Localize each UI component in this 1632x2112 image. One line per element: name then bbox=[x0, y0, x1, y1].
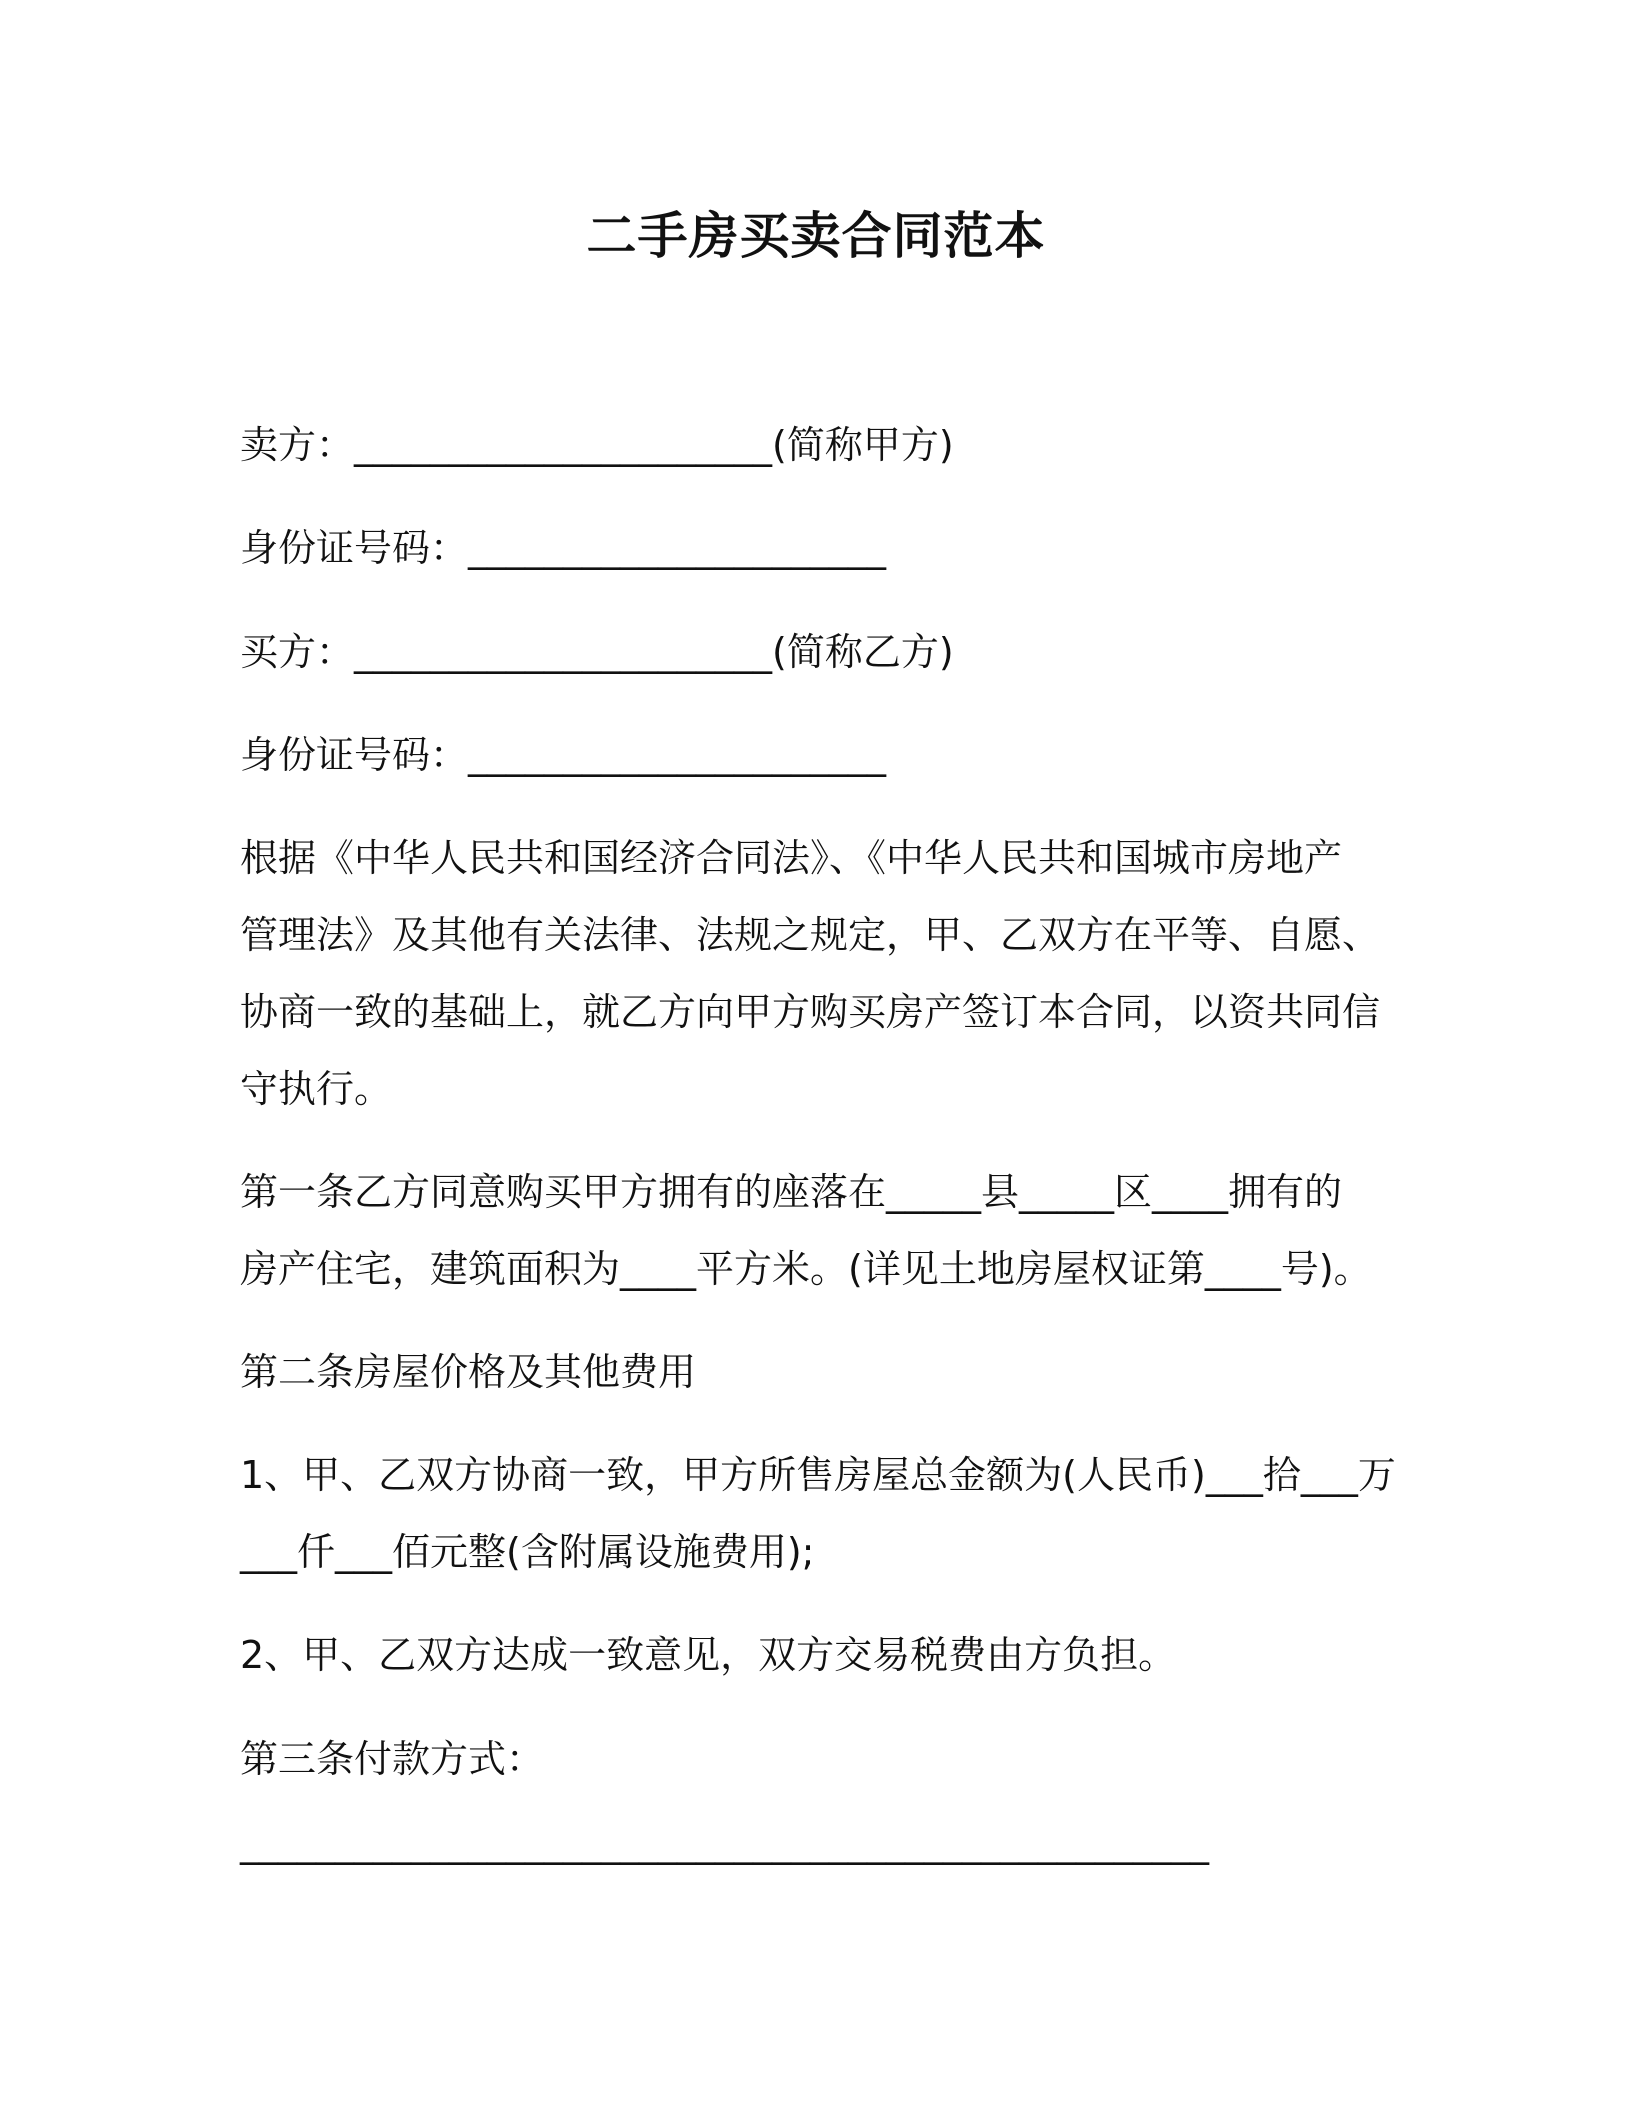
article2-item1-line: ___仟___佰元整(含附属设施费用); bbox=[240, 1530, 815, 1574]
buyer-id-line: 身份证号码：______________________ bbox=[240, 733, 887, 777]
preamble-line: 管理法》及其他有关法律、法规之规定，甲、乙双方在平等、自愿、 bbox=[240, 913, 1381, 957]
article1-line: 房产住宅，建筑面积为____平方米。(详见土地房屋权证第____号)。 bbox=[240, 1247, 1372, 1291]
preamble-line: 根据《中华人民共和国经济合同法》、《中华人民共和国城市房地产 bbox=[240, 836, 1343, 880]
article2-heading: 第二条房屋价格及其他费用 bbox=[240, 1350, 697, 1394]
preamble-line: 协商一致的基础上，就乙方向甲方购买房产签订本合同，以资共同信 bbox=[240, 990, 1381, 1034]
seller-id-line: 身份证号码：______________________ bbox=[240, 526, 887, 570]
article2-item2: 2、甲、乙双方达成一致意见，双方交易税费由方负担。 bbox=[240, 1633, 1177, 1677]
payment-blank-line: ___________________________________________________ bbox=[240, 1821, 1209, 1865]
preamble-line: 守执行。 bbox=[240, 1067, 393, 1111]
seller-line: 卖方：______________________(简称甲方) bbox=[240, 423, 954, 467]
article3-heading: 第三条付款方式： bbox=[240, 1737, 545, 1781]
article2-item1-line: 1、甲、乙双方协商一致，甲方所售房屋总金额为(人民币)___拾___万 bbox=[240, 1453, 1396, 1497]
article1-line: 第一条乙方同意购买甲方拥有的座落在_____县_____区____拥有的 bbox=[240, 1170, 1343, 1214]
buyer-line: 买方：______________________(简称乙方) bbox=[240, 630, 954, 674]
document-title: 二手房买卖合同范本 bbox=[586, 207, 1046, 265]
